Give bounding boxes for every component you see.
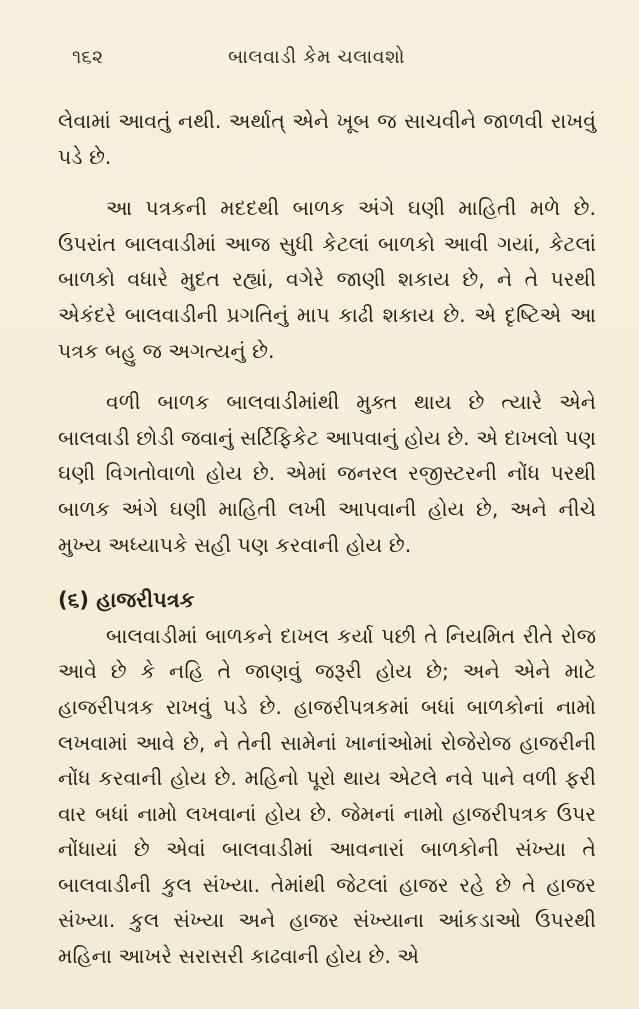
paragraph-continued: લેવામાં આવતું નથી. અર્થાત્ એને ખૂબ જ સાચવીને જાળવી રાખવું પડે છે. bbox=[58, 109, 596, 169]
paragraph: વળી બાળક બાલવાડીમાંથી મુક્ત થાય છે ત્યારે એને બાલવાડી છોડી જવાનું સર્ટિફિકેટ આપવાનું હોય છે. એ દાખલો પણ ઘણી વિગતોવાળો હોય છે. એમાં જનરલ રજીસ્ટરની નોંધ પરથી બાળક અંગે ઘણી માહિતી લખી આપવાની હોય છે, અને નીચે મુખ્ય અધ્યાપકે સહી પણ કરવાની હોય છે. bbox=[58, 390, 596, 557]
section-heading: (૬) હાજરીપત્રક bbox=[58, 588, 195, 613]
page-header bbox=[58, 46, 581, 76]
page-body bbox=[58, 104, 596, 975]
paragraph: આ પત્રકની મદદથી બાળક અંગે ઘણી માહિતી મળે છે. ઉપરાંત બાલવાડીમાં આજ સુધી કેટલાં બાળકો આવી ગયાં, કેટલાં બાળકો વધારે મુદત રહ્યાં, વગેરે જાણી શકાય છે, ને તે પરથી એકંદરે બાલવાડીની પ્રગતિનું માપ કાઢી શકાય છે. એ દૃષ્ટિએ આ પત્રક બહુ જ અગત્યનું છે. bbox=[58, 196, 596, 363]
running-title: બાલવાડી કેમ ચલાવશો bbox=[228, 46, 405, 68]
page-number: ૧૬૨ bbox=[72, 46, 104, 68]
paragraph: બાલવાડીમાં બાળકને દાખલ કર્યા પછી તે નિયમિત રીતે રોજ આવે છે કે નહિ તે જાણવું જરૂરી હોય છે; અને એને માટે હાજરીપત્રક રાખવું પડે છે. હાજરીપત્રકમાં બધાં બાળકોનાં નામો લખવામાં આવે છે, ને તેની સામેનાં ખાનાંઓમાં રોજેરોજ હાજરીની નોંધ કરવાની હોય છે. મહિનો પૂરો થાય એટલે નવે પાને વળી ફરી વાર બધાં નામો લખવાનાં હોય છે. જેમનાં નામો હાજરીપત્રક ઉપર નોંધાયાં છે એવાં બાલવાડીમાં આવનારાં બાળકોની સંખ્યા તે બાલવાડીની કુલ સંખ્યા. તેમાંથી જેટલાં હાજર રહે છે તે હાજર સંખ્યા. કુલ સંખ્યા અને હાજર સંખ્યાના આંકડાઓ ઉપરથી મહિના આખરે સરાસરી કાઢવાની હોય છે. એ bbox=[58, 623, 596, 969]
